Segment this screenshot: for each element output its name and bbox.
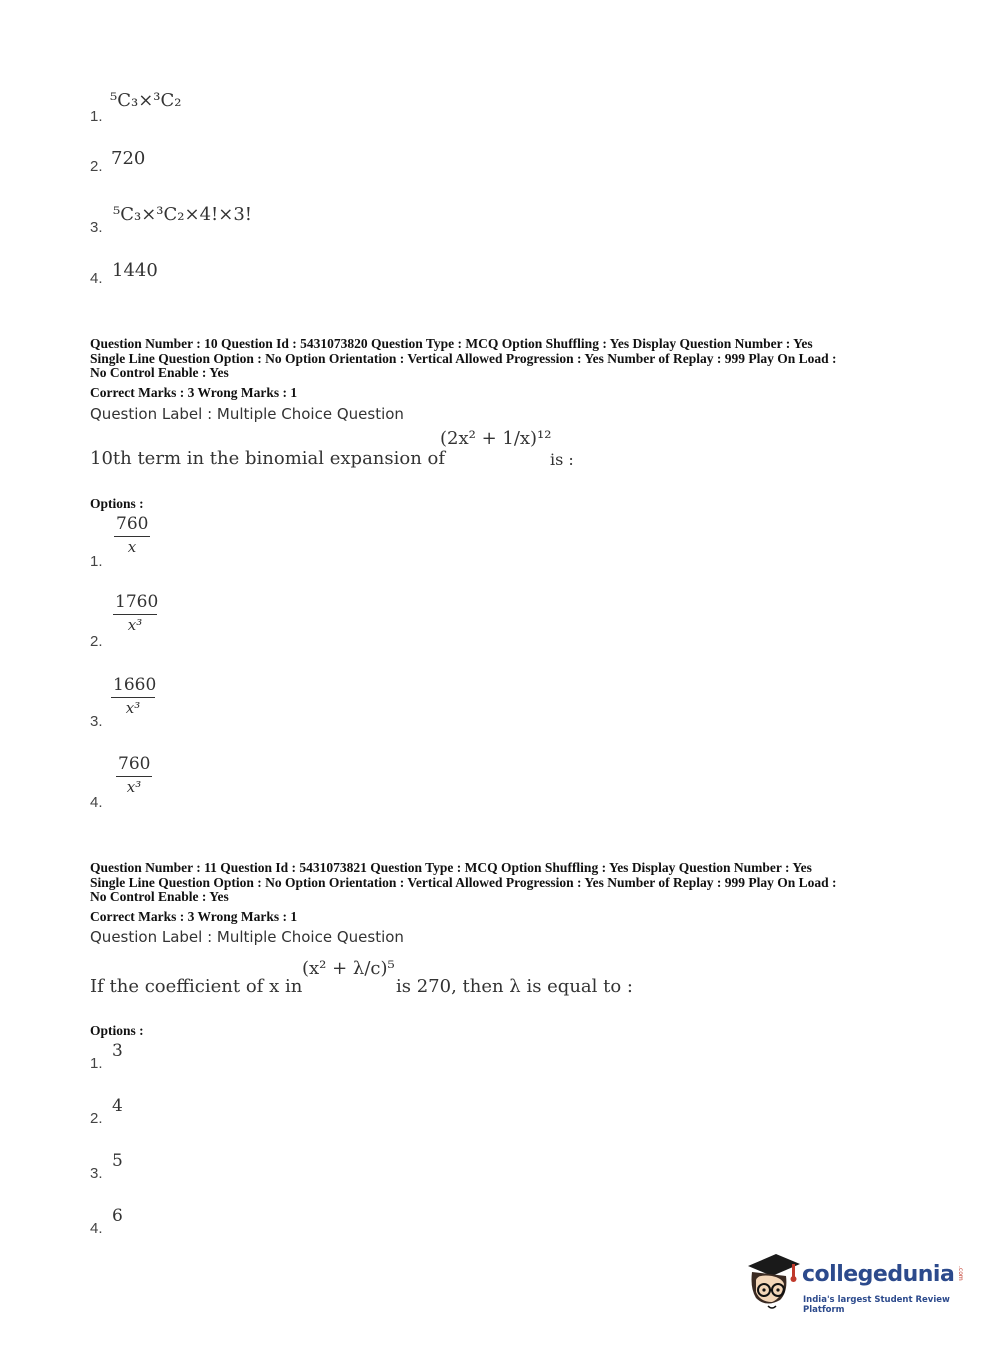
meta-line: No Control Enable : Yes: [90, 889, 229, 904]
question-text-suffix: is :: [550, 450, 574, 469]
marks-info: Correct Marks : 3 Wrong Marks : 1: [90, 385, 298, 400]
fraction-bar: [113, 614, 157, 615]
meta-line: Single Line Question Option : No Option Orientation : Vertical Allowed Progression : Yes Number of Replay : 999 Play On Load :: [90, 874, 837, 890]
meta-line: Question Number : 11 Question Id : 5431073821 Question Type : MCQ Option Shuffling : Yes Display Question Number : Yes: [90, 860, 812, 875]
option-text: 4: [112, 1096, 123, 1116]
question-meta: [90, 337, 920, 381]
option-text: ⁵C₃×³C₂×4!×3!: [113, 204, 253, 225]
option-number: 3.: [90, 219, 103, 236]
denominator: x³: [125, 699, 141, 717]
question-meta: [90, 861, 920, 905]
option-text: 6: [112, 1206, 123, 1226]
option-number: 1.: [90, 108, 103, 125]
collegedunia-logo: [742, 1248, 972, 1320]
math-expression: (x² + λ/c)⁵: [302, 958, 395, 979]
question-label: Question Label : Multiple Choice Question: [90, 928, 404, 946]
question-text: [90, 448, 445, 469]
option-number: 3.: [90, 713, 103, 730]
option-number: 2.: [90, 158, 103, 175]
meta-line: No Control Enable : Yes: [90, 365, 229, 380]
option-fraction: [111, 675, 155, 717]
mascot-icon: [742, 1248, 804, 1314]
math-expression: (2x² + 1/x)¹²: [440, 428, 552, 449]
option-fraction: [116, 754, 152, 796]
option-text: 5: [112, 1151, 123, 1171]
numerator: 760: [118, 754, 151, 774]
fraction-bar: [111, 697, 155, 698]
question-text-prefix: 10th term in the binomial expansion of: [90, 448, 446, 469]
meta-line: Question Number : 10 Question Id : 5431073820 Question Type : MCQ Option Shuffling : Yes Display Question Number : Yes: [90, 336, 813, 351]
option-number: 2.: [90, 633, 103, 650]
logo-brand: collegedunia: [802, 1262, 955, 1287]
options-label: Options :: [90, 1023, 144, 1038]
option-number: 4.: [90, 794, 103, 811]
numerator: 760: [116, 514, 149, 534]
option-number: 1.: [90, 1055, 103, 1072]
denominator: x³: [127, 616, 143, 634]
option-text: 1440: [112, 260, 158, 281]
denominator: x³: [126, 778, 142, 796]
option-number: 4.: [90, 270, 103, 287]
option-fraction: [113, 592, 157, 634]
option-number: 2.: [90, 1110, 103, 1127]
numerator: 1660: [113, 675, 157, 695]
option-number: 4.: [90, 1220, 103, 1237]
question-label: Question Label : Multiple Choice Question: [90, 405, 404, 423]
options-label: Options :: [90, 496, 144, 511]
fraction-bar: [114, 536, 150, 537]
meta-line: Single Line Question Option : No Option Orientation : Vertical Allowed Progression : Yes Number of Replay : 999 Play On Load :: [90, 350, 837, 366]
numerator: 1760: [115, 592, 159, 612]
fraction-bar: [116, 776, 152, 777]
option-text: 720: [111, 148, 146, 169]
option-text: 3: [112, 1041, 123, 1061]
option-number: 3.: [90, 1165, 103, 1182]
question-text-suffix: is 270, then λ is equal to :: [396, 976, 633, 997]
option-fraction: [114, 514, 150, 556]
marks-info: Correct Marks : 3 Wrong Marks : 1: [90, 909, 298, 924]
question-text-prefix: If the coefficient of x in: [90, 976, 303, 997]
logo-tagline: India's largest Student Review Platform: [803, 1295, 950, 1315]
option-text: ⁵C₃×³C₂: [110, 90, 182, 111]
logo-suffix: .com: [957, 1266, 964, 1281]
option-number: 1.: [90, 553, 103, 570]
denominator: x: [127, 538, 137, 556]
